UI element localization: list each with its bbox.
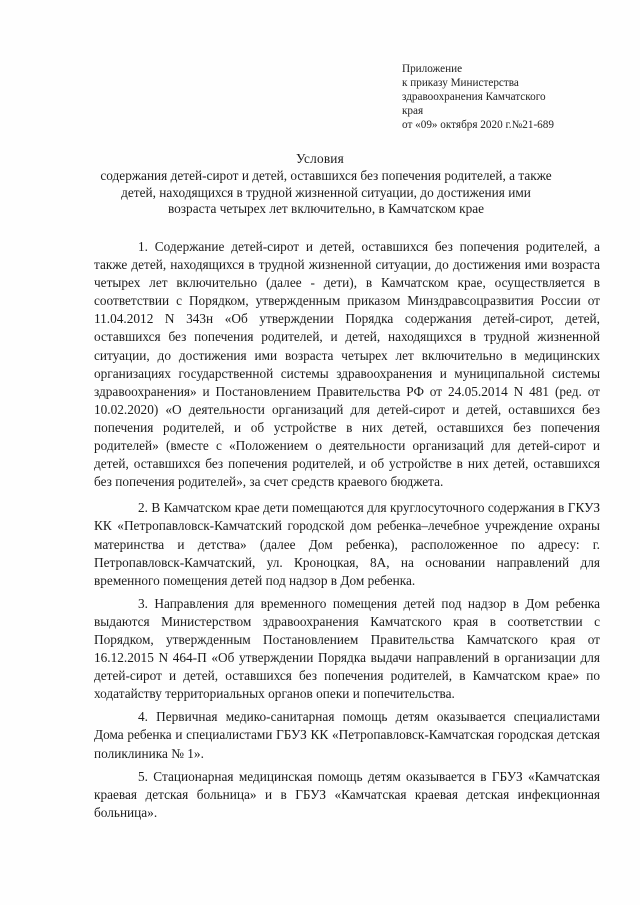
appendix-block xyxy=(402,62,622,132)
paragraph-2 xyxy=(94,499,600,589)
paragraph-text: 3. Направления для временного помещения детей под надзор в Дом ребенка выдаются Министерством здравоохранения Камчатского края в соответствии с Порядком, утвержденным Постановлением Правительства Камчатского края от 16.12.2015 N 464-П «Об утверждении Порядка выдачи направлений в организации для детей-сирот и детей, оставшихся без попечения родителей, в Камчатском крае» по ходатайству территориальных органов опеки и попечительства. xyxy=(94,595,600,702)
appendix-line: края xyxy=(402,105,424,117)
paragraph-1 xyxy=(94,238,600,491)
paragraph-text: 1. Содержание детей-сирот и детей, оставшихся без попечения родителей, а также детей, находящихся в трудной жизненной ситуации, до достижения ими возраста четырех лет включительно (далее - дети), в Камчатском крае, осуществляется в соответствии с Порядком, утвержденным приказом Минздравсоцразвития России от 11.04.2012 N 343н «Об утверждении Порядка содержания детей-сирот, детей, оставшихся без попечения родителей, и детей, находящихся в трудной жизненной ситуации, до достижения ими возраста четырех лет включительно в медицинских организациях государственной системы здравоохранения и муниципальной системы здравоохранения» и Постановлением Правительства РФ от 24.05.2014 N 481 (ред. от 10.02.2020) «О деятельности организаций для детей-сирот и детей, оставшихся без попечения родителей, и об устройстве в них детей, оставшихся без попечения родителей» (вместе с «Положением о деятельности организаций для детей-сирот и детей, оставшихся без попечения родителей, и об устройстве в них детей, оставшихся без попечения родителей», за счет средств краевого бюджета. xyxy=(94,239,600,490)
document-subtitle: содержания детей-сирот и детей, оставшихся без попечения родителей, а также детей, находящихся в трудной жизненной ситуации, до достижения ими возраста четырех лет включительно, в Камчатском крае xyxy=(100,168,552,216)
paragraph-3 xyxy=(94,595,600,704)
document-title: Условия xyxy=(296,151,344,166)
appendix-line: от «09» октября 2020 г.№21-689 xyxy=(402,119,554,131)
paragraph-text: 5. Стационарная медицинская помощь детям оказывается в ГБУЗ «Камчатская краевая детская больница» и в ГБУЗ «Камчатская краевая детская инфекционная больница». xyxy=(94,768,600,820)
document-body xyxy=(94,238,600,822)
appendix-line: к приказу Министерства xyxy=(402,77,519,89)
paragraph-text: 4. Первичная медико-санитарная помощь детям оказывается специалистами Дома ребенка и специалистами ГБУЗ КК «Петропавловск-Камчатская городская детская поликлиника № 1». xyxy=(94,709,600,761)
paragraph-5 xyxy=(94,768,600,822)
paragraph-4 xyxy=(94,708,600,762)
paragraph-text: 2. В Камчатском крае дети помещаются для круглосуточного содержания в ГКУЗ КК «Петропавловск-Камчатский городской дом ребенка–лечебное учреждение охраны материнства и детства» (далее Дом ребенка), расположенное по адресу: г. Петропавловск-Камчатский, ул. Кроноцкая, 8А, на основании направлений для временного помещения детей под надзор в Дом ребенка. xyxy=(94,500,600,588)
appendix-line: здравоохранения Камчатского xyxy=(402,91,546,103)
appendix-line: Приложение xyxy=(402,63,463,75)
